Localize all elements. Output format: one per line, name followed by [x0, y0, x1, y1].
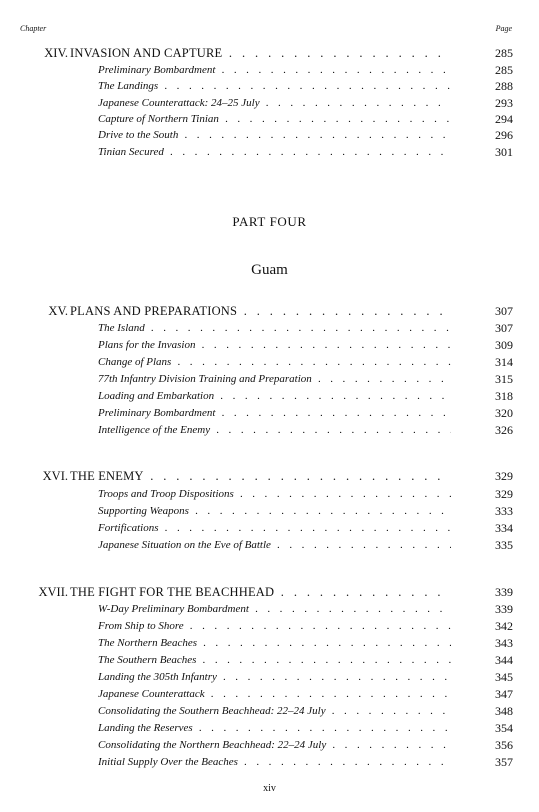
- entry-page: 347: [495, 687, 513, 701]
- entry-title: Change of Plans . . .: [98, 354, 451, 371]
- entry-page: 348: [495, 704, 513, 718]
- toc-entry[interactable]: [0, 371, 539, 388]
- entry-page: 334: [495, 521, 513, 535]
- entry-page: 318: [495, 389, 513, 403]
- part-heading: PART FOUR: [232, 214, 307, 229]
- toc-entry[interactable]: [0, 618, 539, 635]
- entry-title: Japanese Counterattack: 24–25 July . . .: [98, 95, 451, 112]
- toc-entry[interactable]: [0, 652, 539, 669]
- entry-page: 294: [495, 112, 513, 126]
- toc-entry[interactable]: [0, 320, 539, 337]
- toc-entry[interactable]: [0, 144, 539, 161]
- entry-title: The Island . . .: [98, 320, 451, 337]
- chapter-title: PLANS AND PREPARATIONS . . .: [70, 303, 451, 320]
- page-column-label: Page: [495, 24, 512, 33]
- chapter-page: 307: [495, 304, 513, 318]
- entry-title: Drive to the South . . .: [98, 127, 451, 144]
- toc-entry[interactable]: [0, 95, 539, 112]
- entry-page: 335: [495, 538, 513, 552]
- toc-entry[interactable]: [0, 703, 539, 720]
- toc-entry[interactable]: [0, 354, 539, 371]
- chapter-title: INVASION AND CAPTURE . . .: [70, 45, 451, 62]
- entry-title: Plans for the Invasion . . .: [98, 337, 451, 354]
- entry-page: 293: [495, 96, 513, 110]
- entry-title: Supporting Weapons . . .: [98, 503, 451, 520]
- entry-title: W-Day Preliminary Bombardment . . .: [98, 601, 451, 618]
- entry-page: 315: [495, 372, 513, 386]
- toc-entry[interactable]: [0, 503, 539, 520]
- chapter-column-label: Chapter: [20, 24, 47, 33]
- chapter-page: 285: [495, 46, 513, 60]
- entry-title: Intelligence of the Enemy . . .: [98, 422, 451, 439]
- toc-entry[interactable]: [0, 601, 539, 618]
- toc-entry[interactable]: [0, 388, 539, 405]
- entry-page: 301: [495, 145, 513, 159]
- toc-entry[interactable]: [0, 520, 539, 537]
- toc-entry[interactable]: [0, 669, 539, 686]
- entry-title: Japanese Situation on the Eve of Battle . . .: [98, 537, 451, 554]
- entry-page: 344: [495, 653, 513, 667]
- entry-page: 356: [495, 738, 513, 752]
- entry-page: 320: [495, 406, 513, 420]
- entry-page: 342: [495, 619, 513, 633]
- entry-title: The Landings . . .: [98, 78, 451, 95]
- chapter-page: 329: [495, 469, 513, 483]
- toc-entry[interactable]: [0, 486, 539, 503]
- chapter-title: THE FIGHT FOR THE BEACHHEAD . . .: [70, 584, 451, 601]
- entry-page: 309: [495, 338, 513, 352]
- toc-entry[interactable]: [0, 78, 539, 95]
- toc-entry[interactable]: [0, 635, 539, 652]
- entry-title: Initial Supply Over the Beaches . . .: [98, 754, 451, 771]
- entry-title: Landing the Reserves . . .: [98, 720, 451, 737]
- chapter-page: 339: [495, 585, 513, 599]
- chapter-row-xv[interactable]: [0, 303, 539, 320]
- page-footer-number: xiv: [263, 783, 276, 794]
- chapter-numeral: XV.: [48, 304, 68, 318]
- entry-title: Preliminary Bombardment . . .: [98, 62, 451, 79]
- entry-page: 345: [495, 670, 513, 684]
- entry-page: 314: [495, 355, 513, 369]
- entry-title: From Ship to Shore . . .: [98, 618, 451, 635]
- entry-title: Troops and Troop Dispositions . . .: [98, 486, 451, 503]
- entry-title: Capture of Northern Tinian . . .: [98, 111, 451, 128]
- entry-page: 288: [495, 79, 513, 93]
- entry-page: 296: [495, 128, 513, 142]
- toc-entry[interactable]: [0, 422, 539, 439]
- entry-title: Consolidating the Southern Beachhead: 22–24 July . . .: [98, 703, 451, 720]
- entry-title: Preliminary Bombardment . . .: [98, 405, 451, 422]
- part-title: Guam: [251, 262, 288, 278]
- toc-entry[interactable]: [0, 127, 539, 144]
- chapter-title: THE ENEMY . . .: [70, 468, 451, 485]
- entry-page: 354: [495, 721, 513, 735]
- entry-page: 333: [495, 504, 513, 518]
- entry-page: 307: [495, 321, 513, 335]
- entry-page: 285: [495, 63, 513, 77]
- toc-entry[interactable]: [0, 537, 539, 554]
- toc-entry[interactable]: [0, 111, 539, 128]
- chapter-row-xvii[interactable]: [0, 584, 539, 601]
- entry-title: Fortifications . . .: [98, 520, 451, 537]
- toc-entry[interactable]: [0, 737, 539, 754]
- chapter-numeral: XVI.: [42, 469, 68, 483]
- entry-title: 77th Infantry Division Training and Preparation . . .: [98, 371, 451, 388]
- toc-entry[interactable]: [0, 62, 539, 79]
- entry-title: Japanese Counterattack . . .: [98, 686, 451, 703]
- entry-page: 357: [495, 755, 513, 769]
- chapter-numeral: XVII.: [38, 585, 68, 599]
- entry-title: The Northern Beaches . . .: [98, 635, 451, 652]
- toc-entry[interactable]: [0, 686, 539, 703]
- entry-page: 339: [495, 602, 513, 616]
- entry-title: Loading and Embarkation . . .: [98, 388, 451, 405]
- entry-page: 343: [495, 636, 513, 650]
- toc-entry[interactable]: [0, 720, 539, 737]
- entry-page: 326: [495, 423, 513, 437]
- entry-title: Landing the 305th Infantry . . .: [98, 669, 451, 686]
- entry-title: Tinian Secured . . .: [98, 144, 451, 161]
- toc-entry[interactable]: [0, 337, 539, 354]
- toc-entry[interactable]: [0, 405, 539, 422]
- chapter-row-xiv[interactable]: [0, 45, 539, 62]
- entry-title: The Southern Beaches . . .: [98, 652, 451, 669]
- chapter-row-xvi[interactable]: [0, 468, 539, 485]
- entry-title: Consolidating the Northern Beachhead: 22–24 July . . .: [98, 737, 451, 754]
- toc-entry[interactable]: [0, 754, 539, 771]
- entry-page: 329: [495, 487, 513, 501]
- chapter-numeral: XIV.: [44, 46, 68, 60]
